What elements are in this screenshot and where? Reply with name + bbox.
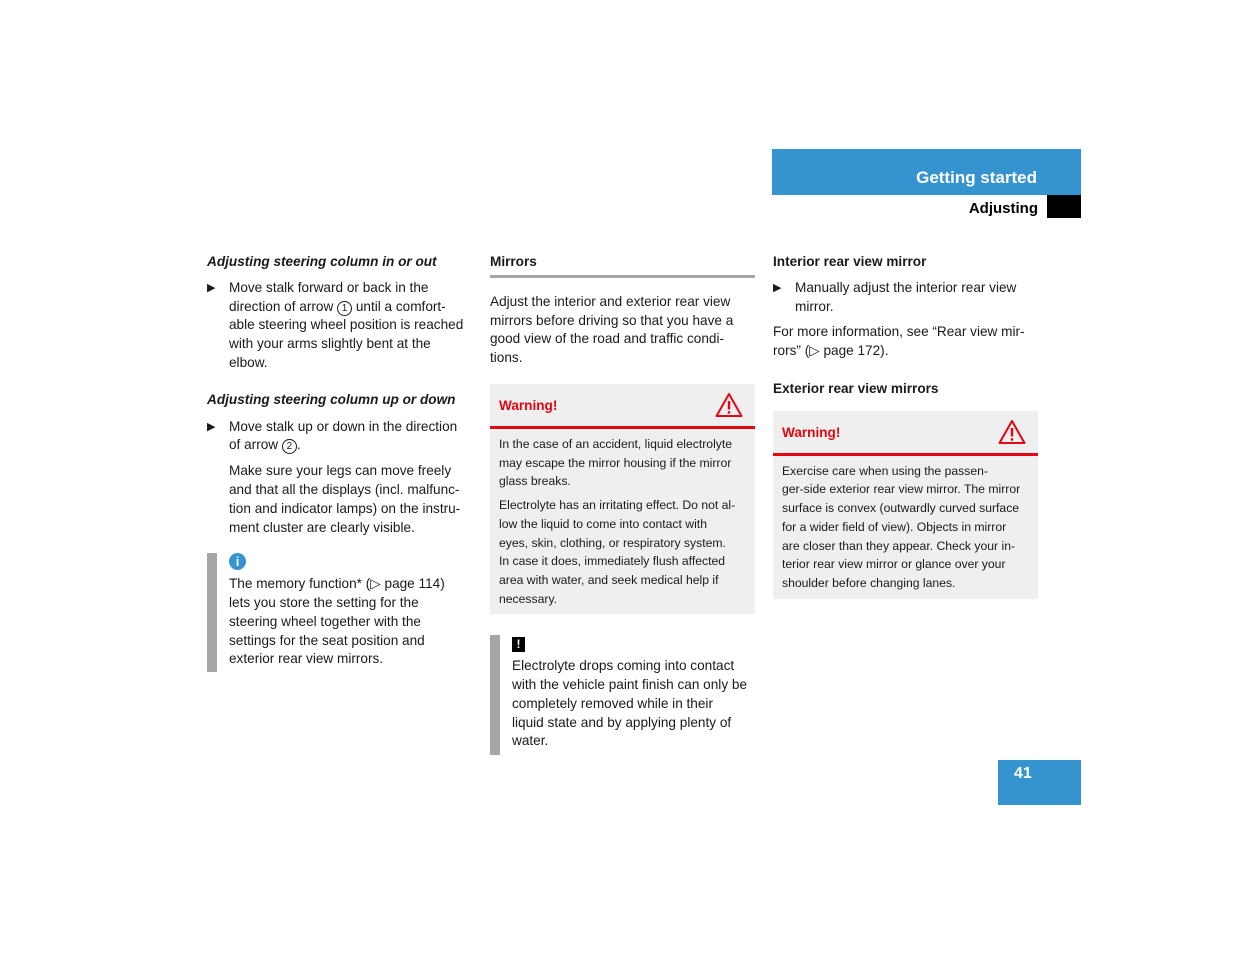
- text-line: tion and indicator lamps) on the instru-: [229, 500, 461, 516]
- text-line: with the vehicle paint finish can only be: [512, 676, 748, 692]
- warning-header: [773, 411, 1038, 456]
- text-line: necessary.: [499, 591, 558, 606]
- section-title: Getting started: [916, 168, 1037, 187]
- mirrors-intro: [490, 293, 755, 368]
- text-line: steering wheel together with the: [229, 613, 421, 629]
- text-line: elbow.: [229, 354, 268, 370]
- text-line: lets you store the setting for the: [229, 594, 419, 610]
- text-line: Move stalk up or down in the direction: [229, 418, 458, 434]
- warning-body: [490, 429, 755, 614]
- warning-title: Warning!: [782, 424, 841, 440]
- warning-triangle-icon: [998, 419, 1026, 445]
- section-tab-marker: [1047, 195, 1081, 218]
- text-line: Move stalk forward or back in the: [229, 279, 429, 295]
- text-line: area with water, and seek medical help if: [499, 572, 719, 587]
- text-line: Electrolyte has an irritating effect. Do not al-: [499, 498, 736, 513]
- text-line: ment cluster are clearly visible.: [229, 519, 415, 535]
- warning-paragraph: [499, 496, 746, 608]
- warning-body: [773, 456, 1038, 599]
- text-line: low the liquid to come into contact with: [499, 516, 707, 531]
- warning-paragraph: [499, 435, 746, 491]
- text-line: [229, 298, 475, 317]
- warning-box-exterior-mirror: [773, 411, 1038, 599]
- subsection-header: [772, 195, 1047, 218]
- text-line: and that all the displays (incl. malfunc-: [229, 481, 460, 497]
- text-line: For more information, see “Rear view mir-: [773, 324, 1025, 340]
- text-line: Exercise care when using the passen-: [782, 463, 988, 478]
- text-line: Electrolyte drops coming into contact: [512, 658, 735, 674]
- heading-steering-in-out: Adjusting steering column in or out: [207, 254, 437, 269]
- arrow-number-badge: 2: [282, 439, 297, 454]
- text-line: Manually adjust the interior rear view: [795, 279, 1017, 295]
- info-note: [207, 553, 475, 672]
- heading-exterior-mirrors: Exterior rear view mirrors: [773, 380, 939, 396]
- text-span: .: [296, 437, 301, 453]
- text-line: [229, 436, 475, 455]
- warning-box-electrolyte: [490, 384, 755, 614]
- text-span: until a comfort-: [355, 298, 446, 314]
- text-line: with your arms slightly bent at the: [229, 336, 431, 352]
- warning-title: Warning!: [499, 397, 558, 413]
- instruction-steering-up-down: [207, 418, 475, 456]
- info-note-text: [229, 575, 475, 669]
- text-line: mirror.: [795, 298, 834, 314]
- text-line: able steering wheel position is reached: [229, 317, 464, 333]
- text-line: The memory function* (▷ page 114): [229, 576, 445, 592]
- text-line: tions.: [490, 350, 523, 366]
- bullet-arrow-icon: ▶: [773, 281, 782, 294]
- info-icon: i: [229, 553, 246, 570]
- warning-triangle-icon: [715, 392, 743, 418]
- heading-mirrors: Mirrors: [490, 254, 537, 269]
- warning-header: [490, 384, 755, 429]
- text-line: rors” (▷ page 172).: [773, 343, 889, 359]
- column-middle: [490, 253, 755, 755]
- text-line: surface is convex (outwardly curved surface: [782, 501, 1020, 516]
- text-line: good view of the road and traffic condi-: [490, 331, 725, 347]
- text-line: eyes, skin, clothing, or respiratory system.: [499, 535, 726, 550]
- text-line: exterior rear view mirrors.: [229, 651, 384, 667]
- instruction-steering-in-out: [207, 279, 475, 373]
- text-line: Adjust the interior and exterior rear view: [490, 293, 731, 309]
- text-line: completely removed while in their: [512, 695, 713, 711]
- text-line: settings for the seat position and: [229, 632, 425, 648]
- bullet-arrow-icon: ▶: [207, 420, 216, 433]
- text-line: mirrors before driving so that you have a: [490, 312, 734, 328]
- section-header-bar: [772, 149, 1081, 195]
- caution-note-text: [512, 657, 755, 751]
- arrow-number-badge: 1: [337, 301, 352, 316]
- instruction-interior-mirror: [773, 279, 1038, 317]
- heading-steering-up-down: Adjusting steering column up or down: [207, 391, 456, 407]
- text-line: glass breaks.: [499, 474, 571, 489]
- subsection-title: Adjusting: [968, 200, 1038, 217]
- text-line: for a wider field of view). Objects in mirror: [782, 519, 1007, 534]
- text-line: In the case of an accident, liquid electrolyte: [499, 436, 733, 451]
- page-number: 41: [1014, 765, 1032, 782]
- text-line: may escape the mirror housing if the mirror: [499, 455, 732, 470]
- page-number-box: [998, 760, 1081, 805]
- heading-rule: [490, 275, 755, 278]
- text-line: In case it does, immediately flush affected: [499, 554, 726, 569]
- text-line: are closer than they appear. Check your in-: [782, 538, 1016, 553]
- text-line: Make sure your legs can move freely: [229, 463, 452, 479]
- note-side-bar: [490, 635, 500, 755]
- caution-note: [490, 635, 755, 755]
- text-line: terior rear view mirror or glance over your: [782, 557, 1006, 572]
- text-line: liquid state and by applying plenty of: [512, 714, 732, 730]
- legs-visibility-paragraph: [207, 462, 475, 537]
- text-span: of arrow: [229, 437, 279, 453]
- text-span: direction of arrow: [229, 298, 334, 314]
- text-line: water.: [512, 733, 549, 749]
- column-left: [207, 253, 475, 672]
- note-side-bar: [207, 553, 217, 672]
- text-line: ger-side exterior rear view mirror. The mirror: [782, 482, 1021, 497]
- text-line: shoulder before changing lanes.: [782, 576, 956, 590]
- heading-interior-mirror: Interior rear view mirror: [773, 254, 927, 269]
- exclamation-icon: !: [512, 637, 525, 652]
- more-info-paragraph: [773, 323, 1038, 361]
- column-right: [773, 253, 1038, 599]
- bullet-arrow-icon: ▶: [207, 281, 216, 294]
